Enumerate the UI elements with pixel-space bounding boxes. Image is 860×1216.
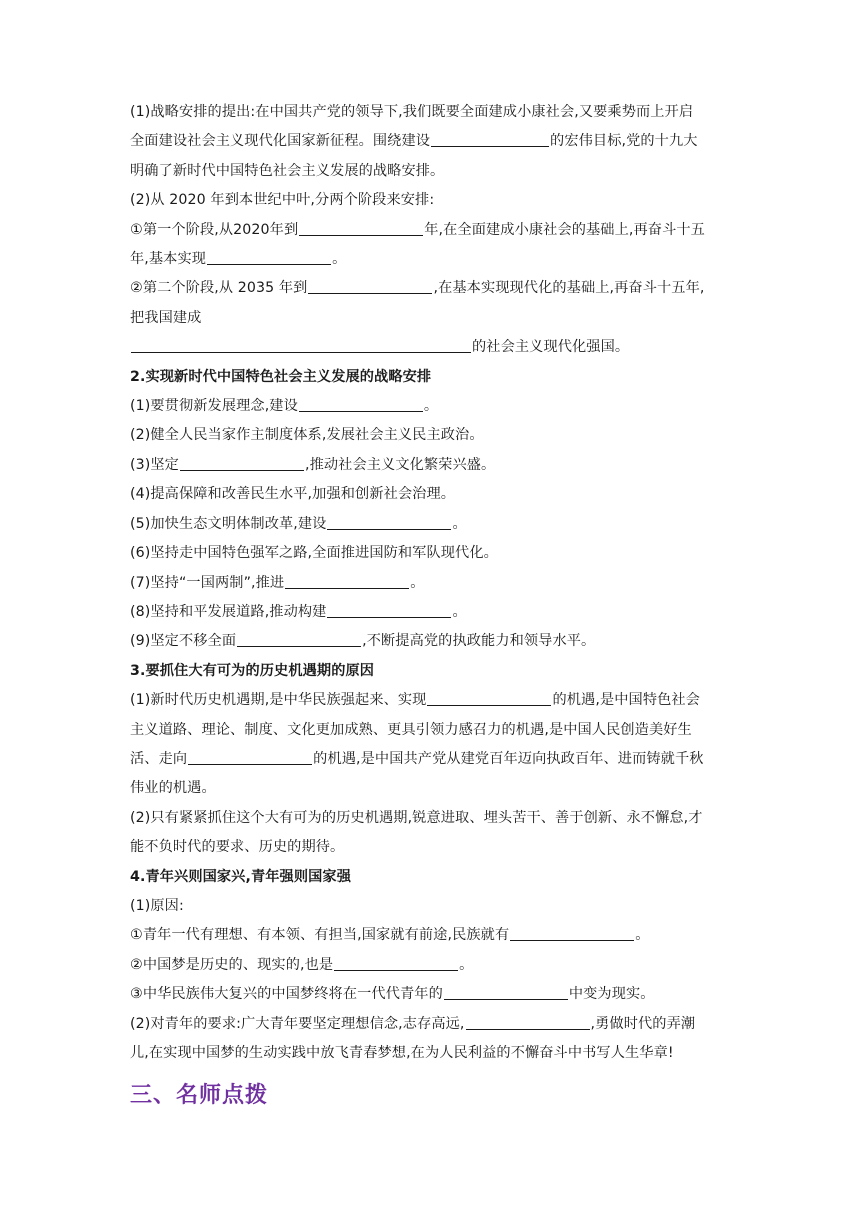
text-line — [130, 627, 734, 656]
fill-in-blank[interactable] — [299, 220, 423, 236]
text-segment: 。 — [410, 574, 425, 591]
text-segment: 的机遇,是中国特色社会 — [552, 692, 700, 709]
text-line — [130, 951, 734, 980]
text-segment: ,不断提高党的执政能力和领导水平。 — [362, 633, 596, 650]
heading-text: 2.实现新时代中国特色社会主义发展的战略安排 — [130, 368, 432, 385]
text-line — [130, 980, 734, 1009]
text-segment: 的社会主义现代化强国。 — [472, 339, 630, 356]
text-line — [130, 186, 734, 215]
text-segment: 把我国建成 — [130, 309, 202, 326]
text-segment: (2)只有紧紧抓住这个大有可为的历史机遇期,锐意进取、埋头苦干、善于创新、永不懈怠,才 — [130, 809, 703, 826]
text-line — [130, 833, 734, 862]
text-segment: (2)健全人民当家作主制度体系,发展社会主义民主政治。 — [130, 427, 484, 444]
text-line — [130, 892, 734, 921]
text-segment: (1)原因: — [130, 897, 184, 914]
text-segment: (4)提高保障和改善民生水平,加强和创新社会治理。 — [130, 486, 456, 503]
section-heading — [130, 363, 734, 392]
text-segment: 全面建设社会主义现代化国家新征程。围绕建设 — [130, 133, 431, 150]
heading-text: 4.青年兴则国家兴,青年强则国家强 — [130, 868, 351, 885]
fill-in-blank[interactable] — [431, 131, 549, 147]
fill-in-blank[interactable] — [334, 955, 458, 971]
text-line — [130, 421, 734, 450]
text-line — [130, 745, 734, 774]
text-line — [130, 216, 734, 245]
text-segment: ②第二个阶段,从 2035 年到 — [130, 280, 308, 297]
text-segment: 明确了新时代中国特色社会主义发展的战略安排。 — [130, 162, 445, 179]
text-line — [130, 480, 734, 509]
fill-in-blank[interactable] — [308, 278, 432, 294]
text-segment: 。 — [459, 956, 474, 973]
text-line — [130, 274, 734, 303]
text-segment: 主义道路、理论、制度、文化更加成熟、更具引领力感召力的机遇,是中国人民创造美好生 — [130, 721, 692, 738]
text-segment: 年,在全面建成小康社会的基础上,再奋斗十五 — [424, 221, 705, 238]
text-segment: (9)坚定不移全面 — [130, 633, 237, 650]
text-segment: (2)对青年的要求:广大青年要坚定理想信念,志存高远, — [130, 1015, 465, 1032]
text-segment: (1)要贯彻新发展理念,建设 — [130, 398, 298, 415]
text-segment: 年,基本实现 — [130, 251, 207, 268]
text-segment: (3)坚定 — [130, 456, 179, 473]
text-line — [130, 510, 734, 539]
text-segment: 能不负时代的要求、历史的期待。 — [130, 839, 345, 856]
fill-in-blank[interactable] — [237, 631, 361, 647]
text-segment: (5)加快生态文明体制改革,建设 — [130, 515, 327, 532]
fill-in-blank[interactable] — [444, 984, 568, 1000]
text-segment: 儿,在实现中国梦的生动实践中放飞青春梦想,在为人民利益的不懈奋斗中书写人生华章! — [130, 1045, 674, 1061]
text-line — [130, 686, 734, 715]
fill-in-blank[interactable] — [207, 249, 331, 265]
text-line — [130, 804, 734, 833]
text-segment: 。 — [452, 603, 467, 620]
text-segment: 中变为现实。 — [568, 986, 655, 1003]
text-segment: ,推动社会主义文化繁荣兴盛。 — [304, 456, 496, 473]
text-segment: (6)坚持走中国特色强军之路,全面推进国防和军队现代化。 — [130, 545, 498, 562]
text-segment: 的机遇,是中国共产党从建党百年迈向执政百年、进而铸就千秋 — [313, 750, 704, 767]
text-segment: 。 — [635, 927, 650, 944]
fill-in-blank[interactable] — [510, 925, 634, 941]
text-line — [130, 451, 734, 480]
text-line — [130, 98, 734, 127]
text-line — [130, 333, 734, 362]
fill-in-blank[interactable] — [285, 573, 409, 589]
text-line — [130, 392, 734, 421]
text-segment: ,勇做时代的弄潮 — [590, 1015, 696, 1032]
text-segment: (8)坚持和平发展道路,推动构建 — [130, 603, 327, 620]
text-segment: ①青年一代有理想、有本领、有担当,国家就有前途,民族就有 — [130, 927, 510, 944]
text-segment: ①第一个阶段,从2020年到 — [130, 221, 299, 238]
fill-in-blank[interactable] — [131, 337, 471, 353]
section-heading — [130, 863, 734, 892]
text-segment: ③中华民族伟大复兴的中国梦终将在一代代青年的 — [130, 986, 443, 1003]
text-line — [130, 716, 734, 745]
fill-in-blank[interactable] — [180, 455, 304, 471]
text-segment: 伟业的机遇。 — [130, 780, 216, 797]
text-segment: 活、走向 — [130, 750, 188, 767]
text-segment: (1)新时代历史机遇期,是中华民族强起来、实现 — [130, 692, 427, 709]
fill-in-blank[interactable] — [466, 1014, 590, 1030]
fill-in-blank[interactable] — [427, 690, 551, 706]
section-heading — [130, 657, 734, 686]
text-segment: 。 — [423, 398, 439, 415]
text-segment: (7)坚持“一国两制”,推进 — [130, 574, 285, 591]
text-line — [130, 1039, 734, 1068]
text-segment: (1)战略安排的提出:在中国共产党的领导下,我们既要全面建成小康社会,又要乘势而上开启 — [130, 104, 694, 120]
text-line — [130, 569, 734, 598]
text-line — [130, 127, 734, 156]
text-line — [130, 921, 734, 950]
fill-in-blank[interactable] — [299, 396, 423, 412]
text-segment: ,在基本实现现代化的基础上,再奋斗十五年, — [433, 280, 705, 297]
text-segment: 。 — [452, 515, 467, 532]
text-line — [130, 1010, 734, 1039]
text-segment: (2)从 2020 年到本世纪中叶,分两个阶段来安排: — [130, 192, 435, 209]
fill-in-blank[interactable] — [327, 602, 451, 618]
fill-in-blank[interactable] — [327, 514, 451, 530]
text-segment: ②中国梦是历史的、现实的,也是 — [130, 956, 334, 973]
text-line — [130, 157, 734, 186]
text-line — [130, 598, 734, 627]
text-line — [130, 774, 734, 803]
text-line — [130, 245, 734, 274]
text-line — [130, 539, 734, 568]
text-line — [130, 304, 734, 333]
text-segment: 的宏伟目标,党的十九大 — [550, 133, 698, 150]
fill-in-blank[interactable] — [188, 749, 312, 765]
section-title: 三、名师点拨 — [130, 1083, 269, 1108]
text-segment: 。 — [332, 251, 347, 268]
heading-text: 3.要抓住大有可为的历史机遇期的原因 — [130, 662, 375, 679]
document-body — [130, 98, 734, 1068]
